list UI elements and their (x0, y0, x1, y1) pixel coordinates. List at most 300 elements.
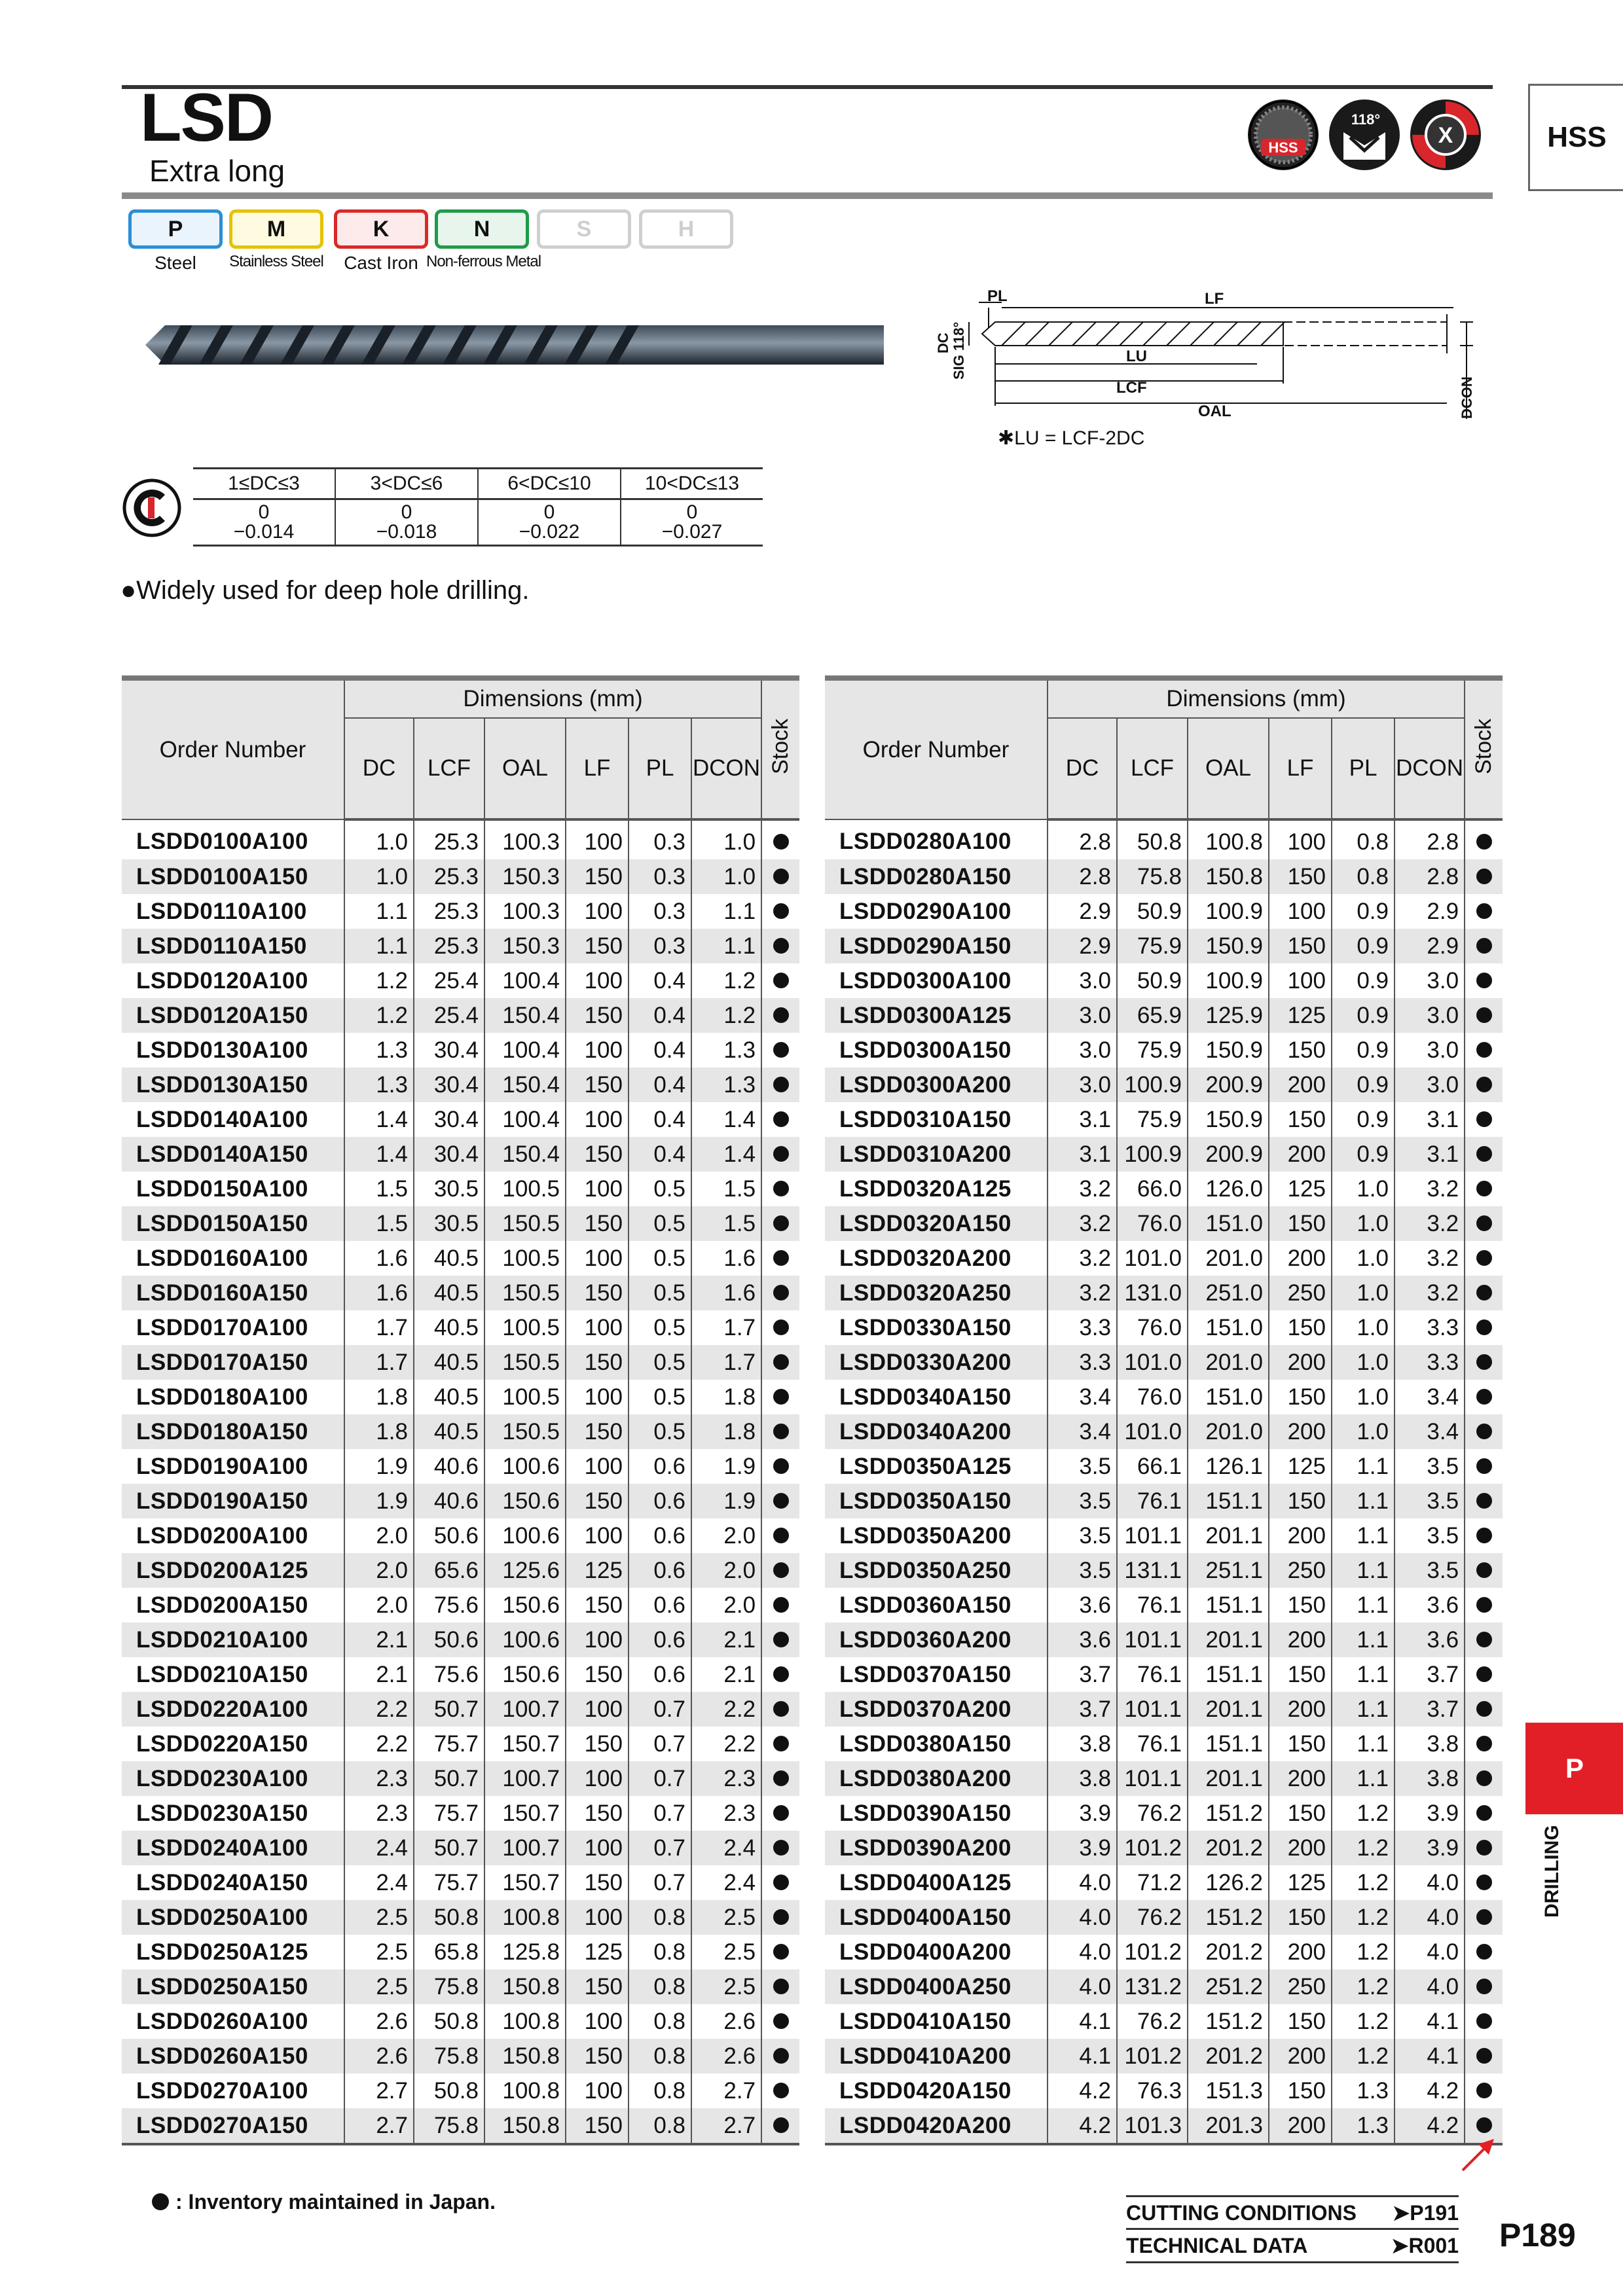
dcon-value: 3.8 (1395, 1761, 1465, 1796)
pl-value: 0.4 (629, 963, 691, 998)
order-number: LSDD0200A150 (136, 1592, 308, 1618)
dc-value: 3.0 (1048, 998, 1117, 1033)
order-number: LSDD0370A150 (839, 1661, 1012, 1687)
table-row (122, 1727, 799, 1761)
table-row (825, 859, 1503, 894)
stock-cell (1465, 1033, 1503, 1067)
lf-value: 150 (566, 1865, 629, 1900)
pl-value: 1.2 (1332, 1831, 1395, 1865)
oal-value: 150.9 (1188, 929, 1269, 963)
lcf-value: 25.4 (414, 998, 484, 1033)
dc-value: 2.5 (344, 1935, 414, 1969)
dc-value: 1.3 (344, 1067, 414, 1102)
oal-value: 201.1 (1188, 1518, 1269, 1553)
link-technical-data[interactable]: TECHNICAL DATA ➤R001 (1126, 2228, 1459, 2263)
dc-value: 3.1 (1048, 1137, 1117, 1172)
stock-dot-icon (1476, 1042, 1492, 1058)
stock-dot-icon (773, 1389, 789, 1405)
lf-value: 150 (1269, 1102, 1332, 1137)
dc-value: 3.0 (1048, 963, 1117, 998)
dcon-value: 1.7 (691, 1310, 761, 1345)
table-row (825, 929, 1503, 963)
stock-dot-icon (773, 1874, 789, 1890)
dcon-value: 3.0 (1395, 1067, 1465, 1102)
dcon-value: 2.6 (691, 2004, 761, 2039)
col-pl-header: PL (1332, 718, 1395, 819)
dcon-value: 1.5 (691, 1172, 761, 1206)
pl-value: 1.0 (1332, 1414, 1395, 1449)
material-m-box: M (229, 209, 323, 249)
table-row (122, 1276, 799, 1310)
lcf-value: 101.2 (1117, 2039, 1188, 2073)
category-tab-hss[interactable]: HSS (1528, 84, 1623, 191)
lf-value: 100 (566, 1449, 629, 1484)
dc-value: 2.9 (1048, 894, 1117, 929)
stock-dot-icon (773, 1666, 789, 1682)
oal-value: 100.5 (484, 1380, 566, 1414)
order-number: LSDD0320A150 (825, 1206, 1048, 1241)
lcf-value: 50.7 (414, 1692, 484, 1727)
pl-value: 0.7 (629, 1796, 691, 1831)
stock-cell (1465, 963, 1503, 998)
order-number: LSDD0150A150 (122, 1206, 344, 1241)
pl-value: 0.3 (629, 819, 691, 859)
stock-cell (1465, 1137, 1503, 1172)
dc-value: 4.0 (1048, 1935, 1117, 1969)
stock-header (1465, 678, 1503, 819)
dcon-value: 3.8 (1395, 1727, 1465, 1761)
lf-value: 150 (566, 1137, 629, 1172)
dc-value: 1.6 (344, 1241, 414, 1276)
feature-bullet: ●Widely used for deep hole drilling. (120, 576, 530, 605)
pl-value: 0.8 (1332, 819, 1395, 859)
stock-cell (761, 998, 799, 1033)
lcf-value: 30.5 (414, 1206, 484, 1241)
pl-value: 0.7 (629, 1831, 691, 1865)
stock-dot-icon (773, 1770, 789, 1786)
stock-cell (761, 1796, 799, 1831)
oal-value: 201.2 (1188, 1831, 1269, 1865)
oal-value: 151.3 (1188, 2073, 1269, 2108)
table-row (122, 2073, 799, 2108)
lf-value: 150 (1269, 1727, 1332, 1761)
dc-value: 1.0 (344, 859, 414, 894)
stock-cell (761, 1345, 799, 1380)
dc-value: 2.7 (344, 2108, 414, 2144)
order-number: LSDD0180A150 (122, 1414, 344, 1449)
lf-value: 150 (566, 1345, 629, 1380)
pl-value: 0.7 (629, 1761, 691, 1796)
stock-dot-icon (1476, 1250, 1492, 1266)
stock-dot-icon (773, 2048, 789, 2064)
header-top-rule (122, 85, 1493, 89)
pl-value: 0.8 (629, 1935, 691, 1969)
header-bottom-rule (122, 192, 1493, 199)
lf-value: 125 (1269, 998, 1332, 1033)
dc-value: 2.1 (344, 1657, 414, 1692)
oal-value: 151.2 (1188, 1796, 1269, 1831)
lcf-value: 30.4 (414, 1137, 484, 1172)
dc-value: 1.9 (344, 1484, 414, 1518)
lf-value: 150 (566, 859, 629, 894)
lcf-value: 75.9 (1117, 1033, 1188, 1067)
table-row (825, 1796, 1503, 1831)
stock-dot-icon (1476, 1458, 1492, 1474)
pl-value: 0.8 (629, 1969, 691, 2004)
dimensions-header: Dimensions (mm) (1048, 678, 1465, 718)
lf-value: 100 (566, 1831, 629, 1865)
pl-value: 0.6 (629, 1449, 691, 1484)
order-number: LSDD0350A125 (839, 1453, 1012, 1479)
lcf-value: 131.1 (1117, 1553, 1188, 1588)
hss-badge-text: HSS (1268, 139, 1298, 156)
stock-cell (761, 1484, 799, 1518)
section-tab-p[interactable]: P (1525, 1723, 1623, 1814)
order-number: LSDD0300A150 (839, 1037, 1012, 1063)
stock-cell (1465, 1831, 1503, 1865)
dcon-value: 1.8 (691, 1414, 761, 1449)
stock-dot-icon (1476, 1597, 1492, 1613)
order-number: LSDD0320A125 (839, 1175, 1012, 1202)
order-number: LSDD0300A100 (839, 967, 1012, 994)
stock-dot-icon (773, 1250, 789, 1266)
diagram-dc: DC (935, 332, 951, 353)
col-lcf-header: LCF (414, 718, 484, 819)
oal-value: 201.1 (1188, 1623, 1269, 1657)
pl-value: 0.9 (1332, 929, 1395, 963)
lf-value: 150 (566, 1588, 629, 1623)
oal-value: 150.6 (484, 1484, 566, 1518)
order-number: LSDD0170A150 (122, 1345, 344, 1380)
lf-value: 100 (1269, 894, 1332, 929)
point-angle-text: 118° (1351, 111, 1381, 128)
dc-value: 1.9 (344, 1449, 414, 1484)
dcon-value: 2.5 (691, 1900, 761, 1935)
lf-value: 200 (1269, 1241, 1332, 1276)
pl-value: 1.1 (1332, 1484, 1395, 1518)
stock-dot-icon (1476, 1389, 1492, 1405)
dc-value: 2.0 (344, 1518, 414, 1553)
dc-value: 2.2 (344, 1692, 414, 1727)
stock-cell (761, 1067, 799, 1102)
dcon-value: 2.0 (691, 1588, 761, 1623)
lcf-value: 100.9 (1117, 1067, 1188, 1102)
dc-value: 4.1 (1048, 2039, 1117, 2073)
oal-value: 200.9 (1188, 1067, 1269, 1102)
dcon-value: 3.2 (1395, 1172, 1465, 1206)
order-number: LSDD0360A200 (825, 1623, 1048, 1657)
dcon-value: 1.9 (691, 1449, 761, 1484)
corner-arrow-icon (1459, 2135, 1498, 2174)
stock-dot-icon (773, 1111, 789, 1127)
stock-cell (761, 1172, 799, 1206)
stock-dot-icon (1476, 1319, 1492, 1335)
table-row (122, 1206, 799, 1241)
order-number: LSDD0170A100 (136, 1314, 308, 1340)
dc-value: 4.0 (1048, 1969, 1117, 2004)
stock-dot-icon (773, 1354, 789, 1370)
lcf-value: 25.3 (414, 859, 484, 894)
lcf-value: 50.8 (1117, 819, 1188, 859)
pl-value: 0.6 (629, 1518, 691, 1553)
lcf-value: 76.1 (1117, 1484, 1188, 1518)
lcf-value: 50.8 (414, 2073, 484, 2108)
lcf-value: 30.4 (414, 1067, 484, 1102)
oal-value: 151.1 (1188, 1588, 1269, 1623)
order-number: LSDD0120A150 (122, 998, 344, 1033)
stock-cell (761, 1865, 799, 1900)
col-lf-header: LF (566, 718, 629, 819)
lcf-value: 40.5 (414, 1414, 484, 1449)
lf-value: 200 (1269, 1345, 1332, 1380)
table-row (825, 1449, 1503, 1484)
dc-value: 2.3 (344, 1761, 414, 1796)
dcon-value: 1.2 (691, 998, 761, 1033)
stock-cell (1465, 1345, 1503, 1380)
table-row (825, 1623, 1503, 1657)
dc-value: 1.8 (344, 1414, 414, 1449)
oal-value: 150.5 (484, 1276, 566, 1310)
stock-cell (761, 1623, 799, 1657)
dcon-value: 3.7 (1395, 1692, 1465, 1727)
lf-value: 200 (1269, 1414, 1332, 1449)
table-row (825, 963, 1503, 998)
dcon-value: 2.3 (691, 1761, 761, 1796)
dcon-value: 4.1 (1395, 2004, 1465, 2039)
stock-cell (761, 1102, 799, 1137)
tolerance-lower: −0.022 (519, 521, 580, 543)
pl-value: 1.1 (1332, 1623, 1395, 1657)
pl-value: 1.2 (1332, 2004, 1395, 2039)
order-number: LSDD0380A200 (825, 1761, 1048, 1796)
oal-value: 125.6 (484, 1553, 566, 1588)
dcon-value: 3.5 (1395, 1449, 1465, 1484)
oal-value: 150.7 (484, 1796, 566, 1831)
dc-value: 2.2 (344, 1727, 414, 1761)
stock-cell (1465, 1310, 1503, 1345)
lf-value: 100 (566, 894, 629, 929)
table-row (825, 1900, 1503, 1935)
lcf-value: 40.6 (414, 1449, 484, 1484)
oal-value: 100.7 (484, 1761, 566, 1796)
dc-value: 3.7 (1048, 1692, 1117, 1727)
table-row (122, 1657, 799, 1692)
order-number: LSDD0100A100 (136, 829, 308, 854)
stock-dot-icon (773, 1528, 789, 1543)
lf-value: 150 (1269, 1657, 1332, 1692)
stock-cell (761, 1553, 799, 1588)
table-row (122, 1067, 799, 1102)
oal-value: 201.2 (1188, 2039, 1269, 2073)
dcon-value: 1.2 (691, 963, 761, 998)
oal-value: 150.9 (1188, 1102, 1269, 1137)
dcon-value: 2.2 (691, 1727, 761, 1761)
table-row (825, 1727, 1503, 1761)
oal-value: 100.8 (484, 2004, 566, 2039)
stock-dot-icon (152, 2193, 169, 2210)
dcon-value: 2.5 (691, 1935, 761, 1969)
table-row (825, 1033, 1503, 1067)
order-number: LSDD0150A100 (136, 1175, 308, 1202)
lcf-value: 101.0 (1117, 1241, 1188, 1276)
diagram-oal: OAL (1198, 403, 1231, 420)
stock-cell (1465, 1276, 1503, 1310)
stock-dot-icon (1476, 1805, 1492, 1821)
stock-cell (1465, 1865, 1503, 1900)
dc-value: 4.2 (1048, 2073, 1117, 2108)
pl-value: 0.6 (629, 1588, 691, 1623)
dc-value: 3.7 (1048, 1657, 1117, 1692)
lf-value: 150 (566, 1969, 629, 2004)
dcon-value: 3.2 (1395, 1206, 1465, 1241)
tolerance-value (193, 499, 335, 546)
lcf-value: 65.9 (1117, 998, 1188, 1033)
stock-header-text: Stock (1471, 718, 1497, 775)
table-row (122, 1935, 799, 1969)
lf-value: 150 (1269, 1206, 1332, 1241)
stock-dot-icon (773, 1319, 789, 1335)
lf-value: 150 (1269, 929, 1332, 963)
lf-value: 150 (1269, 1588, 1332, 1623)
stock-dot-icon (1476, 1528, 1492, 1543)
stock-dot-icon (1476, 1909, 1492, 1925)
lcf-value: 101.1 (1117, 1692, 1188, 1727)
tolerance-range: 10<DC≤13 (621, 469, 763, 499)
material-k-label: Cast Iron (344, 253, 418, 273)
pl-value: 1.1 (1332, 1449, 1395, 1484)
stock-header (761, 678, 799, 819)
lcf-value: 75.6 (414, 1657, 484, 1692)
oal-value: 151.1 (1188, 1727, 1269, 1761)
order-number: LSDD0410A150 (839, 2008, 1012, 2034)
oal-value: 150.8 (484, 1969, 566, 2004)
lcf-value: 76.0 (1117, 1206, 1188, 1241)
table-row (825, 819, 1503, 859)
oal-value: 100.5 (484, 1310, 566, 1345)
order-number: LSDD0140A100 (136, 1106, 308, 1132)
table-row (122, 1623, 799, 1657)
stock-dot-icon (1476, 1354, 1492, 1370)
lcf-value: 30.5 (414, 1172, 484, 1206)
oal-value: 150.4 (484, 1067, 566, 1102)
diagram-lu: LU (1126, 348, 1147, 365)
table-row (122, 894, 799, 929)
dc-value: 2.1 (344, 1623, 414, 1657)
stock-cell (1465, 1518, 1503, 1553)
table-row (122, 1831, 799, 1865)
dcon-value: 3.0 (1395, 1033, 1465, 1067)
tolerance-upper: 0 (401, 501, 412, 523)
table-row (825, 1102, 1503, 1137)
oal-value: 100.3 (484, 894, 566, 929)
order-number-header: Order Number (825, 678, 1048, 819)
dcon-value: 4.1 (1395, 2039, 1465, 2073)
oal-value: 150.5 (484, 1206, 566, 1241)
dc-value: 2.6 (344, 2004, 414, 2039)
order-number: LSDD0200A100 (136, 1522, 308, 1549)
pl-value: 0.6 (629, 1623, 691, 1657)
stock-cell (1465, 1588, 1503, 1623)
lcf-value: 101.0 (1117, 1414, 1188, 1449)
pl-value: 0.6 (629, 1553, 691, 1588)
lf-value: 100 (1269, 819, 1332, 859)
stock-cell (761, 1449, 799, 1484)
dc-value: 1.1 (344, 894, 414, 929)
col-lf-header: LF (1269, 718, 1332, 819)
stock-cell (761, 894, 799, 929)
table-row (122, 1380, 799, 1414)
oal-value: 150.9 (1188, 1033, 1269, 1067)
dc-value: 3.2 (1048, 1172, 1117, 1206)
stock-dot-icon (1476, 1215, 1492, 1231)
tolerance-upper: 0 (258, 501, 270, 523)
x-thinning-icon (1410, 99, 1481, 170)
stock-dot-icon (1476, 2117, 1492, 2133)
pl-value: 0.7 (629, 1727, 691, 1761)
stock-cell (1465, 2039, 1503, 2073)
lf-value: 150 (566, 1067, 629, 1102)
dc-value: 2.8 (1048, 859, 1117, 894)
order-number: LSDD0280A100 (839, 829, 1012, 854)
table-row (825, 1969, 1503, 2004)
lcf-value: 50.9 (1117, 894, 1188, 929)
stock-dot-icon (1476, 1736, 1492, 1751)
lf-value: 150 (1269, 1380, 1332, 1414)
lcf-value: 76.1 (1117, 1727, 1188, 1761)
tolerance-value (335, 499, 478, 546)
stock-cell (1465, 1067, 1503, 1102)
oal-value: 100.8 (484, 2073, 566, 2108)
stock-dot-icon (773, 1701, 789, 1717)
table-row (122, 2108, 799, 2144)
dcon-value: 2.7 (691, 2108, 761, 2144)
pl-value: 0.6 (629, 1657, 691, 1692)
table-row (825, 2039, 1503, 2073)
oal-value: 100.4 (484, 963, 566, 998)
dcon-value: 3.5 (1395, 1484, 1465, 1518)
order-number: LSDD0340A200 (825, 1414, 1048, 1449)
lf-value: 100 (566, 1241, 629, 1276)
order-number: LSDD0270A150 (122, 2108, 344, 2144)
diagram-pl: PL (987, 288, 1008, 305)
stock-cell (1465, 998, 1503, 1033)
link-cutting-conditions[interactable]: CUTTING CONDITIONS ➤P191 (1126, 2195, 1459, 2229)
order-number: LSDD0160A100 (136, 1245, 308, 1271)
order-number: LSDD0400A150 (825, 1900, 1048, 1935)
table-row (825, 1067, 1503, 1102)
stock-cell (1465, 1553, 1503, 1588)
order-number: LSDD0330A200 (825, 1345, 1048, 1380)
lf-value: 100 (566, 2004, 629, 2039)
dc-value: 2.4 (344, 1865, 414, 1900)
tolerance-upper: 0 (543, 501, 555, 523)
oal-value: 100.6 (484, 1623, 566, 1657)
spec-table-left (122, 675, 799, 2145)
lcf-value: 50.8 (414, 1900, 484, 1935)
order-number: LSDD0110A150 (122, 929, 344, 963)
lcf-value: 40.6 (414, 1484, 484, 1518)
oal-value: 251.0 (1188, 1276, 1269, 1310)
oal-value: 201.2 (1188, 1935, 1269, 1969)
order-number: LSDD0230A100 (122, 1761, 344, 1796)
stock-cell (1465, 1484, 1503, 1518)
table-row (122, 1345, 799, 1380)
stock-cell (761, 819, 799, 859)
table-row (122, 1518, 799, 1553)
stock-dot-icon (1476, 1770, 1492, 1786)
oal-value: 100.5 (484, 1241, 566, 1276)
lcf-value: 65.8 (414, 1935, 484, 1969)
